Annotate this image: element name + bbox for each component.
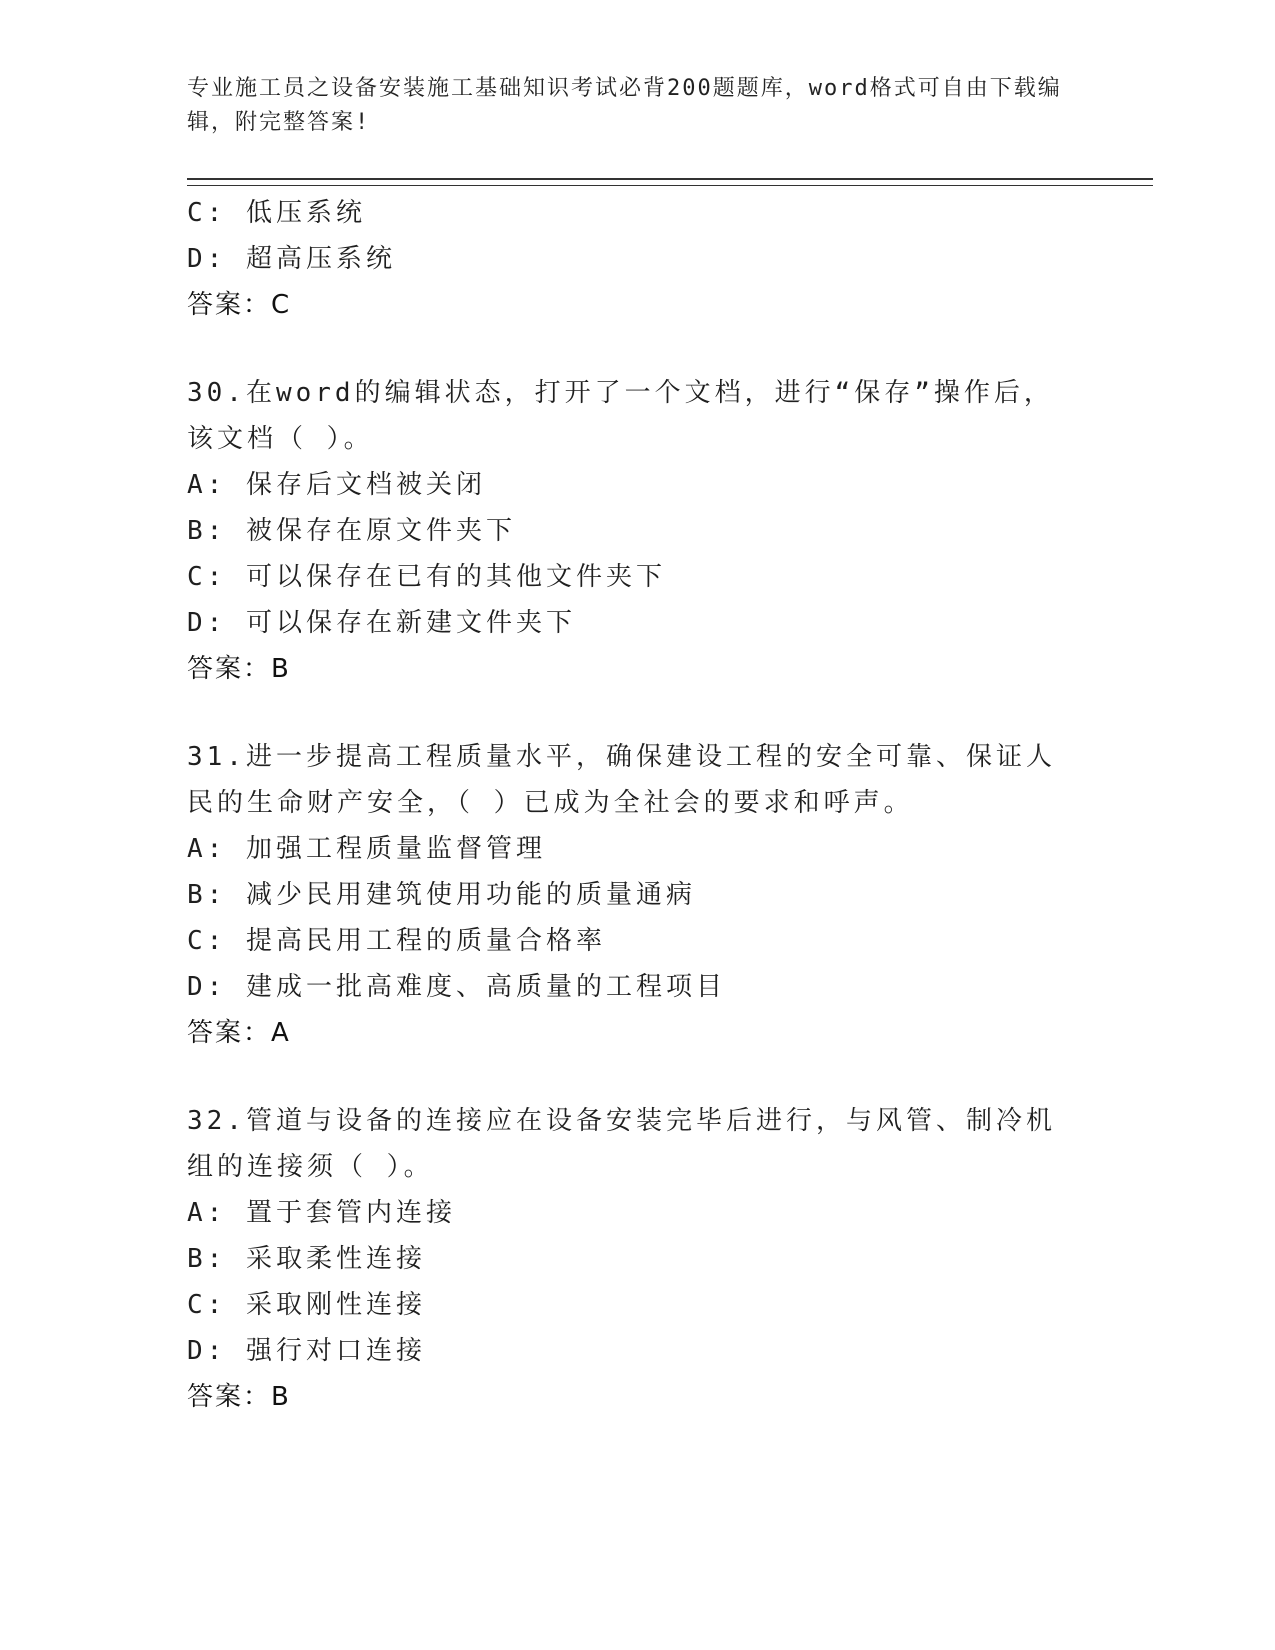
answer-line: 答案：A bbox=[187, 1018, 291, 1048]
option-d: D: 可以保存在新建文件夹下 bbox=[187, 608, 576, 638]
question-30 bbox=[187, 370, 1077, 692]
header-divider bbox=[187, 178, 1153, 186]
option-a: A: 加强工程质量监督管理 bbox=[187, 834, 546, 864]
question-stem: 30.在word的编辑状态，打开了一个文档，进行“保存”操作后，该文档（ ）。 bbox=[187, 378, 1054, 454]
answer-line: 答案：B bbox=[187, 1382, 291, 1412]
option-c: C: 低压系统 bbox=[187, 198, 366, 228]
question-32 bbox=[187, 1098, 1077, 1420]
option-c: C: 提高民用工程的质量合格率 bbox=[187, 926, 606, 956]
answer-line: 答案：C bbox=[187, 290, 292, 320]
option-c: C: 采取刚性连接 bbox=[187, 1290, 426, 1320]
option-a: A: 置于套管内连接 bbox=[187, 1198, 456, 1228]
option-b: B: 被保存在原文件夹下 bbox=[187, 516, 516, 546]
option-b: B: 减少民用建筑使用功能的质量通病 bbox=[187, 880, 696, 910]
option-d: D: 超高压系统 bbox=[187, 244, 396, 274]
answer-line: 答案：B bbox=[187, 654, 291, 684]
option-b: B: 采取柔性连接 bbox=[187, 1244, 426, 1274]
option-d: D: 强行对口连接 bbox=[187, 1336, 426, 1366]
question-continued bbox=[187, 190, 1077, 328]
question-list bbox=[187, 190, 1077, 1420]
question-stem: 32.管道与设备的连接应在设备安装完毕后进行，与风管、制冷机组的连接须（ ）。 bbox=[187, 1106, 1056, 1182]
question-31 bbox=[187, 734, 1077, 1056]
option-d: D: 建成一批高难度、高质量的工程项目 bbox=[187, 972, 726, 1002]
question-stem: 31.进一步提高工程质量水平，确保建设工程的安全可靠、保证人民的生命财产安全，（ ）已成为全社会的要求和呼声。 bbox=[187, 742, 1056, 818]
option-a: A: 保存后文档被关闭 bbox=[187, 470, 486, 500]
page-header-title: 专业施工员之设备安装施工基础知识考试必背200题题库，word格式可自由下载编辑，附完整答案! bbox=[187, 76, 1062, 135]
option-c: C: 可以保存在已有的其他文件夹下 bbox=[187, 562, 666, 592]
